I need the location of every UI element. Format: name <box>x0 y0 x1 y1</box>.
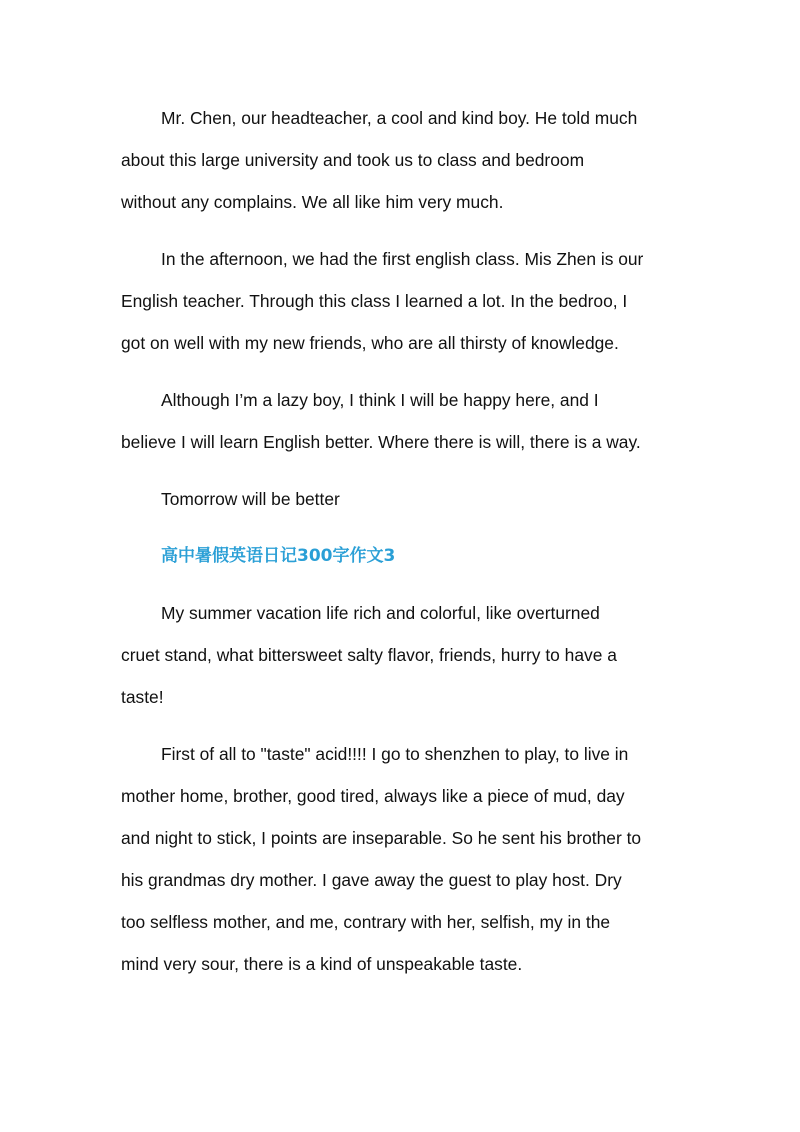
paragraph-summer-vacation <box>121 592 681 718</box>
paragraph-tomorrow <box>121 478 681 520</box>
section-heading: 高中暑假英语日记300字作文3 <box>161 546 396 566</box>
paragraph-taste-acid <box>121 733 681 985</box>
text-line: Mr. Chen, our headteacher, a cool and kind boy. He told much <box>161 108 638 128</box>
text-line: In the afternoon, we had the first english class. Mis Zhen is our <box>161 249 644 269</box>
text-line: taste! <box>121 687 164 707</box>
text-line: about this large university and took us to class and bedroom <box>121 150 585 170</box>
document-content <box>121 97 681 1000</box>
text-line: believe I will learn English better. Where there is will, there is a way. <box>121 432 641 452</box>
text-line: Although I’m a lazy boy, I think I will be happy here, and I <box>161 390 599 410</box>
paragraph-english-class <box>121 238 681 364</box>
paragraph-lazy-boy <box>121 379 681 463</box>
text-line: too selfless mother, and me, contrary with her, selfish, my in the <box>121 912 611 932</box>
text-line: without any complains. We all like him very much. <box>121 192 504 212</box>
text-line: My summer vacation life rich and colorful, like overturned <box>161 603 600 623</box>
text-line: his grandmas dry mother. I gave away the guest to play host. Dry <box>121 870 622 890</box>
text-line: First of all to "taste" acid!!!! I go to shenzhen to play, to live in <box>161 744 629 764</box>
text-line: mother home, brother, good tired, always like a piece of mud, day <box>121 786 625 806</box>
text-line: Tomorrow will be better <box>161 489 340 509</box>
text-line: got on well with my new friends, who are all thirsty of knowledge. <box>121 333 619 353</box>
text-line: and night to stick, I points are inseparable. So he sent his brother to <box>121 828 642 848</box>
text-line: English teacher. Through this class I learned a lot. In the bedroo, I <box>121 291 628 311</box>
paragraph-headteacher <box>121 97 681 223</box>
text-line: cruet stand, what bittersweet salty flavor, friends, hurry to have a <box>121 645 617 665</box>
text-line: mind very sour, there is a kind of unspeakable taste. <box>121 954 523 974</box>
